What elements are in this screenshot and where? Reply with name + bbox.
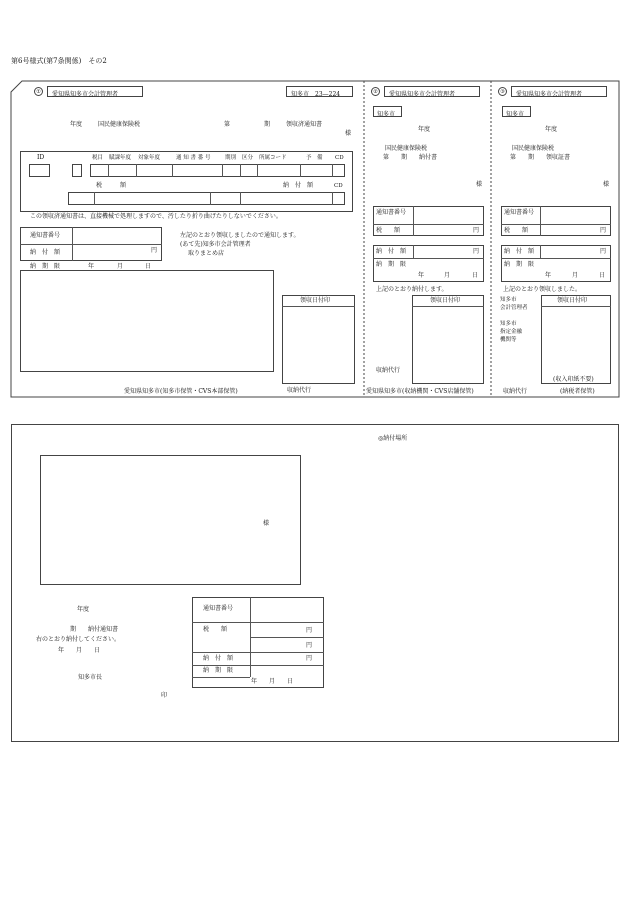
form-title: 第6号様式(第7条関係) その2 bbox=[11, 57, 107, 65]
slip2-year-label: 年度 bbox=[418, 126, 431, 133]
slip3-message: 上記のとおり領収しました。 bbox=[503, 286, 582, 293]
bottom-pay-yen: 円 bbox=[306, 655, 313, 662]
slip3-recipient-5: 機関等 bbox=[500, 337, 517, 343]
slip2-deadline-year: 年 bbox=[418, 272, 425, 279]
slip2-period-line: 第 期 納付書 bbox=[383, 154, 438, 161]
slip3-tax-name: 国民健康保険税 bbox=[512, 145, 555, 152]
slip1-yen: 円 bbox=[151, 247, 158, 254]
slip1-header-dept-code: 所属コード bbox=[259, 155, 287, 161]
slip2-message: 上記のとおり納付します。 bbox=[376, 286, 448, 293]
bottom-mayor: 知多市長 bbox=[78, 674, 103, 681]
slip1-code-box bbox=[286, 86, 353, 97]
slip1-period-prefix: 第 bbox=[224, 121, 231, 128]
slip2-city: 知多市 bbox=[377, 111, 396, 118]
slip1-code: 知多市 23—224 bbox=[291, 91, 341, 98]
slip3-deadline-label: 納 期 限 bbox=[504, 261, 535, 268]
slip1-header-target-year: 対象年度 bbox=[138, 155, 161, 161]
slip3-recipient-0: 知多市 bbox=[500, 297, 517, 303]
slip3-deadline-year: 年 bbox=[545, 272, 552, 279]
slip2-tax-label: 税 額 bbox=[376, 227, 401, 234]
bottom-address-window bbox=[40, 455, 301, 585]
slip3-tax-yen: 円 bbox=[600, 227, 607, 234]
bottom-tax-yen-1: 円 bbox=[306, 627, 313, 634]
slip1-pay-label: 納 付 額 bbox=[30, 249, 61, 256]
slip1-id-field bbox=[29, 164, 50, 177]
slip2-deadline-month: 月 bbox=[444, 272, 451, 279]
slip2-footer: 愛知県知多市(収納機関・CVS店舗保管) bbox=[366, 388, 474, 395]
slip2-tax-yen: 円 bbox=[473, 227, 480, 234]
slip2-stamp-box bbox=[412, 295, 484, 384]
slip1-tax-name: 国民健康保険税 bbox=[98, 121, 141, 128]
slip3-deadline-month: 月 bbox=[572, 272, 579, 279]
slip1-deadline-month: 月 bbox=[117, 263, 124, 270]
bottom-year-label: 年度 bbox=[77, 606, 90, 613]
slip2-pay-yen: 円 bbox=[473, 248, 480, 255]
slip3-year-label: 年度 bbox=[545, 126, 558, 133]
slip1-header-levy-year: 賦課年度 bbox=[109, 155, 132, 161]
slip3-period-line: 第 期 領収証書 bbox=[510, 154, 571, 161]
slip1-circle-number: ① bbox=[34, 87, 43, 96]
slip1-header-taxitem: 税目 bbox=[92, 155, 104, 161]
slip1-deadline-day: 日 bbox=[145, 263, 152, 270]
slip1-deadline-year: 年 bbox=[88, 263, 95, 270]
slip2-deadline-day: 日 bbox=[472, 272, 479, 279]
slip3-recipient-3: 知多市 bbox=[500, 321, 517, 327]
slip3-stamp-label: 領収日付印 bbox=[557, 297, 588, 304]
bottom-seal: 印 bbox=[161, 692, 168, 699]
slip2-sama: 様 bbox=[476, 181, 483, 188]
slip1-message3: 取りまとめ店 bbox=[188, 250, 225, 257]
slip1-footer: 愛知県知多市(知多市保管・CVS本部保管) bbox=[124, 388, 238, 395]
slip3-pay-label: 納 付 額 bbox=[504, 248, 535, 255]
slip1-amount-row bbox=[68, 192, 345, 205]
slip3-pay-yen: 円 bbox=[600, 248, 607, 255]
slip3-city-box bbox=[502, 106, 531, 117]
slip3-agent-label: 収納代行 bbox=[503, 388, 528, 395]
slip1-year-label: 年度 bbox=[70, 121, 83, 128]
slip2-issuer-box bbox=[384, 86, 480, 97]
slip3-stamp-box bbox=[541, 295, 611, 384]
slip2-tax-name: 国民健康保険税 bbox=[385, 145, 428, 152]
slip1-doc-title: 領収済通知書 bbox=[286, 121, 323, 128]
slip1-header-notice-no: 通 知 書 番 号 bbox=[176, 155, 211, 161]
bottom-tax-yen-2: 円 bbox=[306, 642, 313, 649]
bottom-sama: 様 bbox=[263, 520, 270, 527]
slip1-stamp-label: 領収日付印 bbox=[300, 297, 331, 304]
slip3-footer: (納税者保管) bbox=[560, 388, 595, 395]
slip2-pay-label: 納 付 額 bbox=[376, 248, 407, 255]
slip2-issuer: 愛知県知多市会計管理者 bbox=[389, 91, 456, 98]
slip3-issuer: 愛知県知多市会計管理者 bbox=[516, 91, 583, 98]
slip1-cd-label: CD bbox=[334, 183, 343, 189]
slip3-circle-number: ③ bbox=[498, 87, 507, 96]
slip1-notice: この領収済通知書は、直接機械で処理しますので、汚したり折り曲げたりしないでください。 bbox=[30, 213, 282, 220]
bottom-message: 右のとおり納付してください。 bbox=[36, 636, 121, 643]
slip3-sama: 様 bbox=[603, 181, 610, 188]
slip3-issuer-box bbox=[511, 86, 607, 97]
slip3-notice-no-label: 通知書番号 bbox=[504, 209, 535, 216]
slip1-tax-amount-label: 税 額 bbox=[96, 182, 127, 189]
slip1-sama: 様 bbox=[345, 130, 352, 137]
bottom-deadline-date: 年 月 日 bbox=[251, 678, 294, 685]
slip2-agent-label: 収納代行 bbox=[376, 367, 401, 374]
slip1-remarks-box bbox=[20, 270, 274, 372]
slip2-circle-number: ② bbox=[371, 87, 380, 96]
slip3-city: 知多市 bbox=[506, 111, 525, 118]
slip2-stamp-label: 領収日付印 bbox=[430, 297, 461, 304]
slip3-recipient-4: 指定金融 bbox=[500, 329, 523, 335]
slip2-city-box bbox=[373, 106, 402, 117]
slip1-agent-label: 収納代行 bbox=[287, 387, 312, 394]
slip1-message2: (あて先)知多市会計管理者 bbox=[180, 241, 251, 248]
slip1-period-suffix: 期 bbox=[264, 121, 271, 128]
bottom-tax-label: 税 額 bbox=[203, 626, 228, 633]
bottom-pay-label: 納 付 額 bbox=[203, 655, 234, 662]
bottom-places: ◎納付場所 bbox=[378, 435, 408, 442]
slip1-data-row bbox=[90, 164, 345, 177]
slip1-check-field bbox=[72, 164, 82, 177]
slip3-stamp-note: (収入印紙不要) bbox=[553, 376, 594, 383]
bottom-deadline-label: 納 期 限 bbox=[203, 667, 234, 674]
slip3-tax-label: 税 額 bbox=[504, 227, 529, 234]
slip1-header-cd: CD bbox=[335, 155, 344, 161]
slip1-id-label: ID bbox=[37, 154, 45, 161]
slip1-header-class: 区分 bbox=[242, 155, 254, 161]
slip1-message1: 左記のとおり領収しましたので通知します。 bbox=[180, 232, 300, 239]
slip3-recipient-1: 会計管理者 bbox=[500, 305, 528, 311]
slip1-issuer-box bbox=[47, 86, 143, 97]
slip2-notice-no-label: 通知書番号 bbox=[376, 209, 407, 216]
slip1-issuer: 愛知県知多市会計管理者 bbox=[52, 91, 119, 98]
slip3-deadline-day: 日 bbox=[599, 272, 606, 279]
bottom-period-line: 期 納付通知書 bbox=[70, 626, 119, 633]
slip1-header-period: 期別 bbox=[225, 155, 237, 161]
slip1-pay-amount-label: 納 付 額 bbox=[283, 182, 314, 189]
slip1-header-reserve: 予 備 bbox=[306, 155, 323, 161]
bottom-notice-no-label: 通知書番号 bbox=[203, 605, 234, 612]
slip2-deadline-label: 納 期 限 bbox=[376, 261, 407, 268]
bottom-date-line: 年 月 日 bbox=[58, 647, 101, 654]
slip1-stamp-box bbox=[282, 295, 355, 384]
slip1-deadline-label: 納 期 限 bbox=[30, 263, 61, 270]
slip1-notice-no-label: 通知書番号 bbox=[30, 232, 61, 239]
